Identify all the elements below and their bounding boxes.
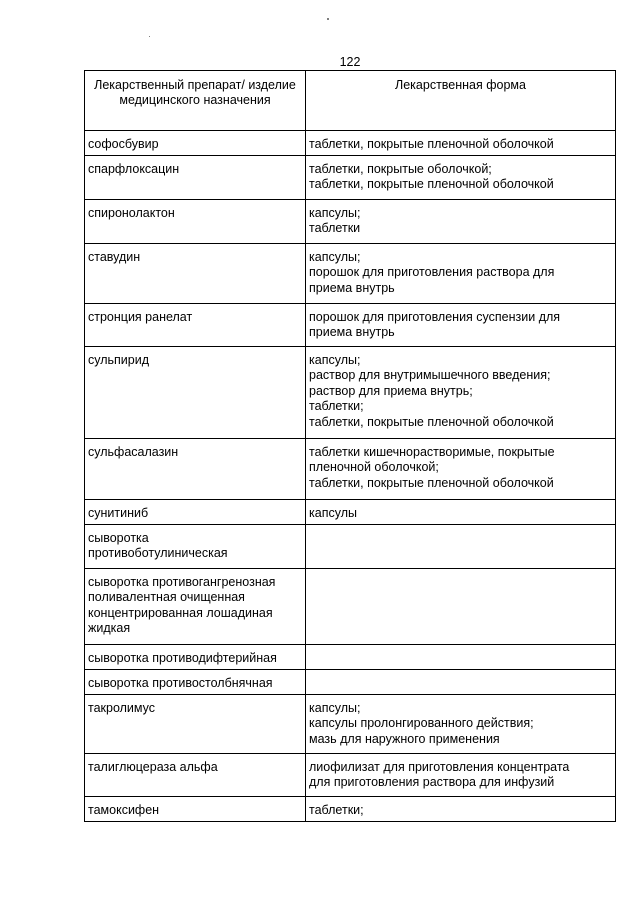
dosage-form-line: таблетки, покрытые пленочной оболочкой (309, 414, 554, 429)
table-body (85, 131, 616, 822)
drug-table (84, 70, 616, 822)
table-row (85, 304, 616, 347)
dosage-form-cell (306, 754, 616, 797)
header-drug: Лекарственный препарат/ изделие медицинского назначения (85, 71, 306, 131)
drug-name-line: сыворотка противостолбнячная (88, 676, 273, 690)
scan-speck (149, 36, 150, 37)
table-row (85, 200, 616, 244)
drug-name-line: софосбувир (88, 137, 159, 151)
dosage-form-line: приема внутрь (309, 280, 395, 295)
drug-name-line: стронция ранелат (88, 310, 193, 324)
dosage-form-line: таблетки кишечнорастворимые, покрытые (309, 445, 555, 459)
header-form: Лекарственная форма (306, 71, 616, 131)
dosage-form-line: капсулы; (309, 701, 361, 715)
drug-name-cell (85, 244, 306, 304)
dosage-form-cell (306, 200, 616, 244)
dosage-form-line: мазь для наружного применения (309, 731, 500, 746)
dosage-form-cell (306, 439, 616, 500)
dosage-form-line: лиофилизат для приготовления концентрата (309, 760, 570, 774)
dosage-form-cell (306, 304, 616, 347)
table-row (85, 156, 616, 200)
table-row (85, 797, 616, 822)
dosage-form-line: порошок для приготовления суспензии для (309, 310, 561, 324)
drug-name-line: сульпирид (88, 353, 150, 367)
dosage-form-cell (306, 670, 616, 695)
table-row (85, 695, 616, 754)
table-row (85, 569, 616, 645)
dosage-form-cell (306, 797, 616, 822)
drug-name-cell (85, 304, 306, 347)
drug-name-cell (85, 131, 306, 156)
dosage-form-line: капсулы; (309, 250, 361, 264)
drug-name-line: талиглюцераза альфа (88, 760, 218, 774)
table-row (85, 754, 616, 797)
drug-name-line: сыворотка противогангренозная (88, 575, 276, 589)
table-row (85, 131, 616, 156)
scan-speck (327, 18, 329, 20)
dosage-form-cell (306, 569, 616, 645)
table-row (85, 439, 616, 500)
drug-name-cell (85, 645, 306, 670)
dosage-form-cell (306, 645, 616, 670)
dosage-form-line: таблетки; (309, 803, 364, 817)
dosage-form-cell (306, 131, 616, 156)
drug-name-line: сульфасалазин (88, 445, 179, 459)
drug-name-line: тамоксифен (88, 803, 160, 817)
dosage-form-line: раствор для приема внутрь; (309, 383, 473, 398)
dosage-form-line: капсулы; (309, 353, 361, 367)
dosage-form-line: для приготовления раствора для инфузий (309, 775, 555, 790)
drug-name-line: сыворотка (88, 531, 149, 545)
dosage-form-cell (306, 695, 616, 754)
dosage-form-cell (306, 347, 616, 439)
drug-name-cell (85, 525, 306, 569)
dosage-form-line: таблетки; (309, 399, 364, 414)
table-row (85, 525, 616, 569)
drug-name-cell (85, 695, 306, 754)
drug-name-cell (85, 569, 306, 645)
table-row (85, 645, 616, 670)
drug-name-cell (85, 156, 306, 200)
table-row (85, 347, 616, 439)
dosage-form-line: таблетки (309, 221, 361, 236)
drug-name-cell (85, 347, 306, 439)
drug-name-cell (85, 500, 306, 525)
drug-name-line: жидкая (88, 621, 131, 636)
dosage-form-line: капсулы (309, 506, 357, 520)
dosage-form-line: порошок для приготовления раствора для (309, 265, 555, 280)
drug-name-cell (85, 670, 306, 695)
dosage-form-line: пленочной оболочкой; (309, 460, 439, 475)
table-header-row (85, 71, 616, 131)
dosage-form-line: таблетки, покрытые оболочкой; (309, 162, 492, 176)
drug-name-line: ставудин (88, 250, 141, 264)
drug-name-cell (85, 754, 306, 797)
drug-name-line: такролимус (88, 701, 156, 715)
dosage-form-cell (306, 500, 616, 525)
drug-name-line: сунитиниб (88, 506, 149, 520)
dosage-form-line: таблетки, покрытые пленочной оболочкой (309, 137, 554, 151)
dosage-form-line: капсулы; (309, 206, 361, 220)
table-row (85, 670, 616, 695)
dosage-form-cell (306, 156, 616, 200)
drug-name-line: сыворотка противодифтерийная (88, 651, 277, 665)
page-number: 122 (339, 55, 361, 69)
dosage-form-cell (306, 244, 616, 304)
drug-name-line: спарфлоксацин (88, 162, 180, 176)
drug-name-line: поливалентная очищенная (88, 590, 245, 605)
drug-name-cell (85, 797, 306, 822)
drug-name-line: концентрированная лошадиная (88, 605, 273, 620)
dosage-form-line: таблетки, покрытые пленочной оболочкой (309, 177, 554, 192)
dosage-form-line: приема внутрь (309, 325, 395, 340)
drug-name-line: спиронолактон (88, 206, 175, 220)
table-row (85, 244, 616, 304)
dosage-form-cell (306, 525, 616, 569)
table-row (85, 500, 616, 525)
drug-name-line: противоботулиническая (88, 546, 228, 561)
dosage-form-line: раствор для внутримышечного введения; (309, 368, 551, 383)
dosage-form-line: капсулы пролонгированного действия; (309, 716, 534, 731)
dosage-form-line: таблетки, покрытые пленочной оболочкой (309, 475, 554, 490)
drug-name-cell (85, 439, 306, 500)
drug-name-cell (85, 200, 306, 244)
